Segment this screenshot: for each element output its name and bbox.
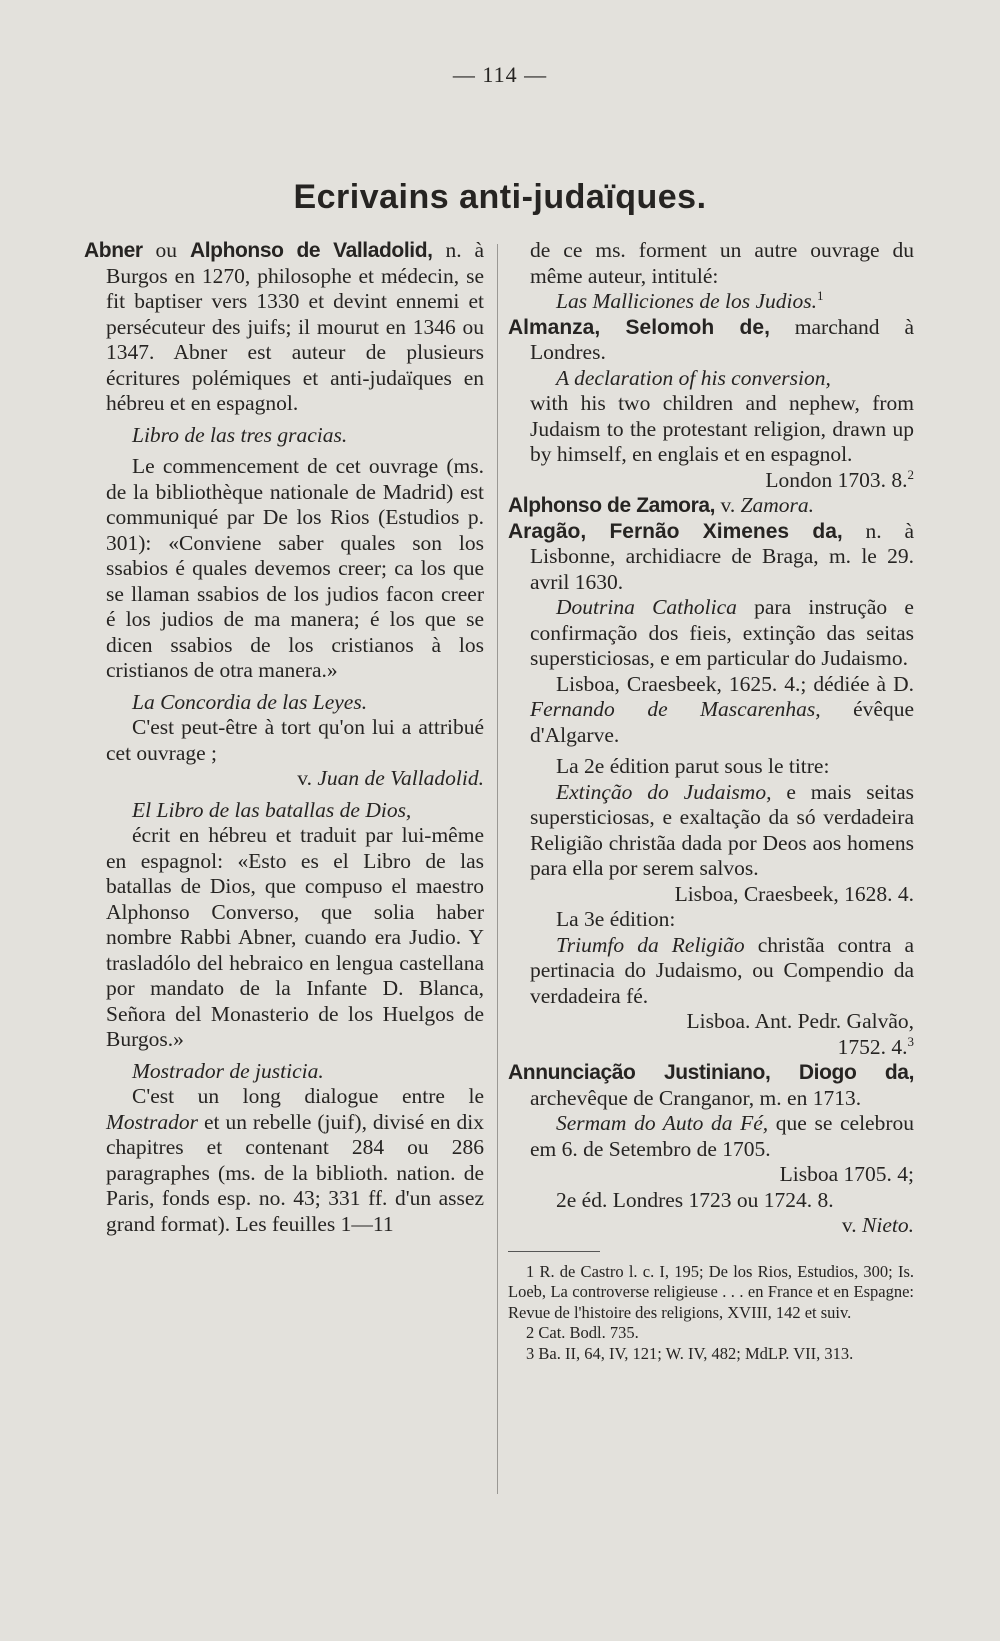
imprint: 2e éd. Londres 1723 ou 1724. 8. xyxy=(556,1187,834,1212)
imprint: Lisboa, Craesbeek, 1625. 4.; dédiée à D. Fernando de Mascarenhas, évêque d'Algarve. xyxy=(530,671,914,747)
edition-note: La 3e édition: xyxy=(556,907,676,931)
imprint: Lisboa. Ant. Pedr. Galvão, xyxy=(686,1009,914,1033)
imprint: 1752. 4.$^3$ xyxy=(837,1033,914,1059)
imprint: Lisboa 1705. 4; xyxy=(779,1162,914,1186)
work-description: with his two children and nephew, from Judaism to the protestant religion, drawn up by himself, en englais et en espagnol. xyxy=(530,391,914,466)
headword-aragao: Aragão, Fernão Ximenes da, xyxy=(508,519,843,543)
footnote: 3 Ba. II, 64, IV, 121; W. IV, 482; MdLP. VII, 313. xyxy=(526,1343,854,1363)
footnote-marker: 3 xyxy=(907,1033,914,1049)
footnote-rule xyxy=(508,1251,600,1252)
headword-alphonso-valladolid: Alphonso de Valladolid, xyxy=(189,239,433,262)
headword-almanza: Almanza, Selomoh de, xyxy=(508,315,770,339)
cross-reference: v. Juan de Valladolid. xyxy=(297,766,484,790)
page-heading: Ecrivains anti-judaïques. xyxy=(293,178,707,216)
entry-almanza: Almanza, Selomoh de, marchand à Londres. xyxy=(508,314,914,364)
abner-biography: n. à Burgos en 1270, philosophe et médecin, se fit baptiser vers 1330 et devint ennemi et persécuteur des juifs; il mourut en 1346 ou 1347. Abner est auteur de plusieurs écritures polémiques et anti-judaïques en hébreu et en espagnol. xyxy=(106,238,485,415)
work-description: écrit en hébreu et traduit par lui-même en espagnol: «Esto es el Libro de las batallas de Dios, que compuso el maestro Alphonso Converso, que solia haber nombre Rabbi Abner, cuando era Judio. Y trasladólo del hebraico en lengua castellana por mandato de la Infante D. Blanca, Señora del Monasterio de los Huelgos de Burgos.» xyxy=(106,823,484,1051)
footnote-marker: 2 xyxy=(907,466,914,482)
edition-note: La 2e édition parut sous le titre: xyxy=(556,754,830,778)
imprint: Lisboa, Craesbeek, 1628. 4. xyxy=(674,881,914,906)
work-description: Doutrina Catholica para instrução e confirmação dos fieis, extinção das seitas supersticiosas, e em particular do Judaismo. xyxy=(530,595,914,670)
left-column xyxy=(84,238,484,1237)
work-title: Libro de las tres gracias. xyxy=(132,422,348,447)
right-column xyxy=(508,238,914,1364)
headword-annunciacao: Annunciação Justiniano, Diogo da, xyxy=(508,1061,914,1084)
work-description: Extinção do Judaismo, e mais seitas supersticiosas, e exaltação da só verdadeira Religião christãa dada por Deos aos homens para ella por serem salvos. xyxy=(530,779,914,880)
work-description: C'est un long dialogue entre le Mostrador et un rebelle (juif), divisé en dix chapitres et contenant 284 ou 286 paragraphes (ms. de la biblioth. nation. de Paris, fonds esp. no. 43; 331 ff. d'un assez grand format). Les feuilles 1—11 xyxy=(106,1084,484,1236)
work-title: La Concordia de las Leyes. xyxy=(132,689,368,714)
work-description: Sermam do Auto da Fé, que se celebrou em 6. de Setembro de 1705. xyxy=(530,1111,914,1161)
continuation-text: de ce ms. forment un autre ouvrage du même auteur, intitulé: xyxy=(530,238,914,288)
work-description: Le commencement de cet ouvrage (ms. de la bibliothèque nationale de Madrid) est communiqué par De los Rios (Estudios p. 301): «Conviene saber quales son los ssabios é quales devemos creer; ca los que se llaman ssabios de los judios facon creer é los judios de ma manera; é los que se dicen ssabios de los cristianos à los cristianos de otra manera.» xyxy=(106,454,484,682)
footnote-marker: 1 xyxy=(816,287,824,303)
work-description: C'est peut-être à tort qu'on lui a attribué cet ouvrage ; xyxy=(106,715,484,765)
footnote: 2 Cat. Bodl. 735. xyxy=(526,1323,639,1342)
work-title: El Libro de las batallas de Dios, xyxy=(132,797,412,822)
imprint: London 1703. 8.$^2$ xyxy=(765,466,914,492)
work-title: Las Malliciones de los Judios.$^1$ xyxy=(556,287,824,313)
headword-abner: Abner xyxy=(84,239,143,262)
headword-alphonso-zamora: Alphonso de Zamora, xyxy=(508,494,716,517)
work-description: Triumfo da Religião christãa contra a pertinacia do Judaismo, ou Compendio da verdadeira fé. xyxy=(530,932,914,1008)
column-divider xyxy=(497,244,498,1494)
page-number: — 114 — xyxy=(452,62,548,87)
entry-annunciacao: Annunciação Justiniano, Diogo da, archevêque de Cranganor, m. en 1713. xyxy=(508,1061,914,1110)
cross-reference: v. Nieto. xyxy=(841,1213,914,1237)
entry-alphonso-zamora: Alphonso de Zamora, v. Zamora. xyxy=(508,493,815,517)
work-title: Mostrador de justicia. xyxy=(132,1058,324,1083)
footnote: 1 R. de Castro l. c. I, 195; De los Rios, Estudios, 300; Is. Loeb, La controverse religieuse . . . en France et en Espagne: Revue de l'histoire des religions, XVIII, 142 et suiv. xyxy=(508,1261,914,1322)
work-title: A declaration of his conversion, xyxy=(556,365,831,390)
entry-abner: Abner ou Alphonso de Valladolid, n. à Burgos en 1270, philosophe et médecin, se fit baptiser vers 1330 et devint ennemi et persécuteur des juifs; il mourut en 1346 ou 1347. Abner est auteur de plusieurs écritures polémiques et anti-judaïques en hébreu et en espagnol. xyxy=(84,238,485,415)
entry-aragao: Aragão, Fernão Ximenes da, n. à Lisbonne, archidiacre de Braga, m. le 29. avril 1630. xyxy=(508,518,914,594)
footnotes xyxy=(508,1262,914,1365)
